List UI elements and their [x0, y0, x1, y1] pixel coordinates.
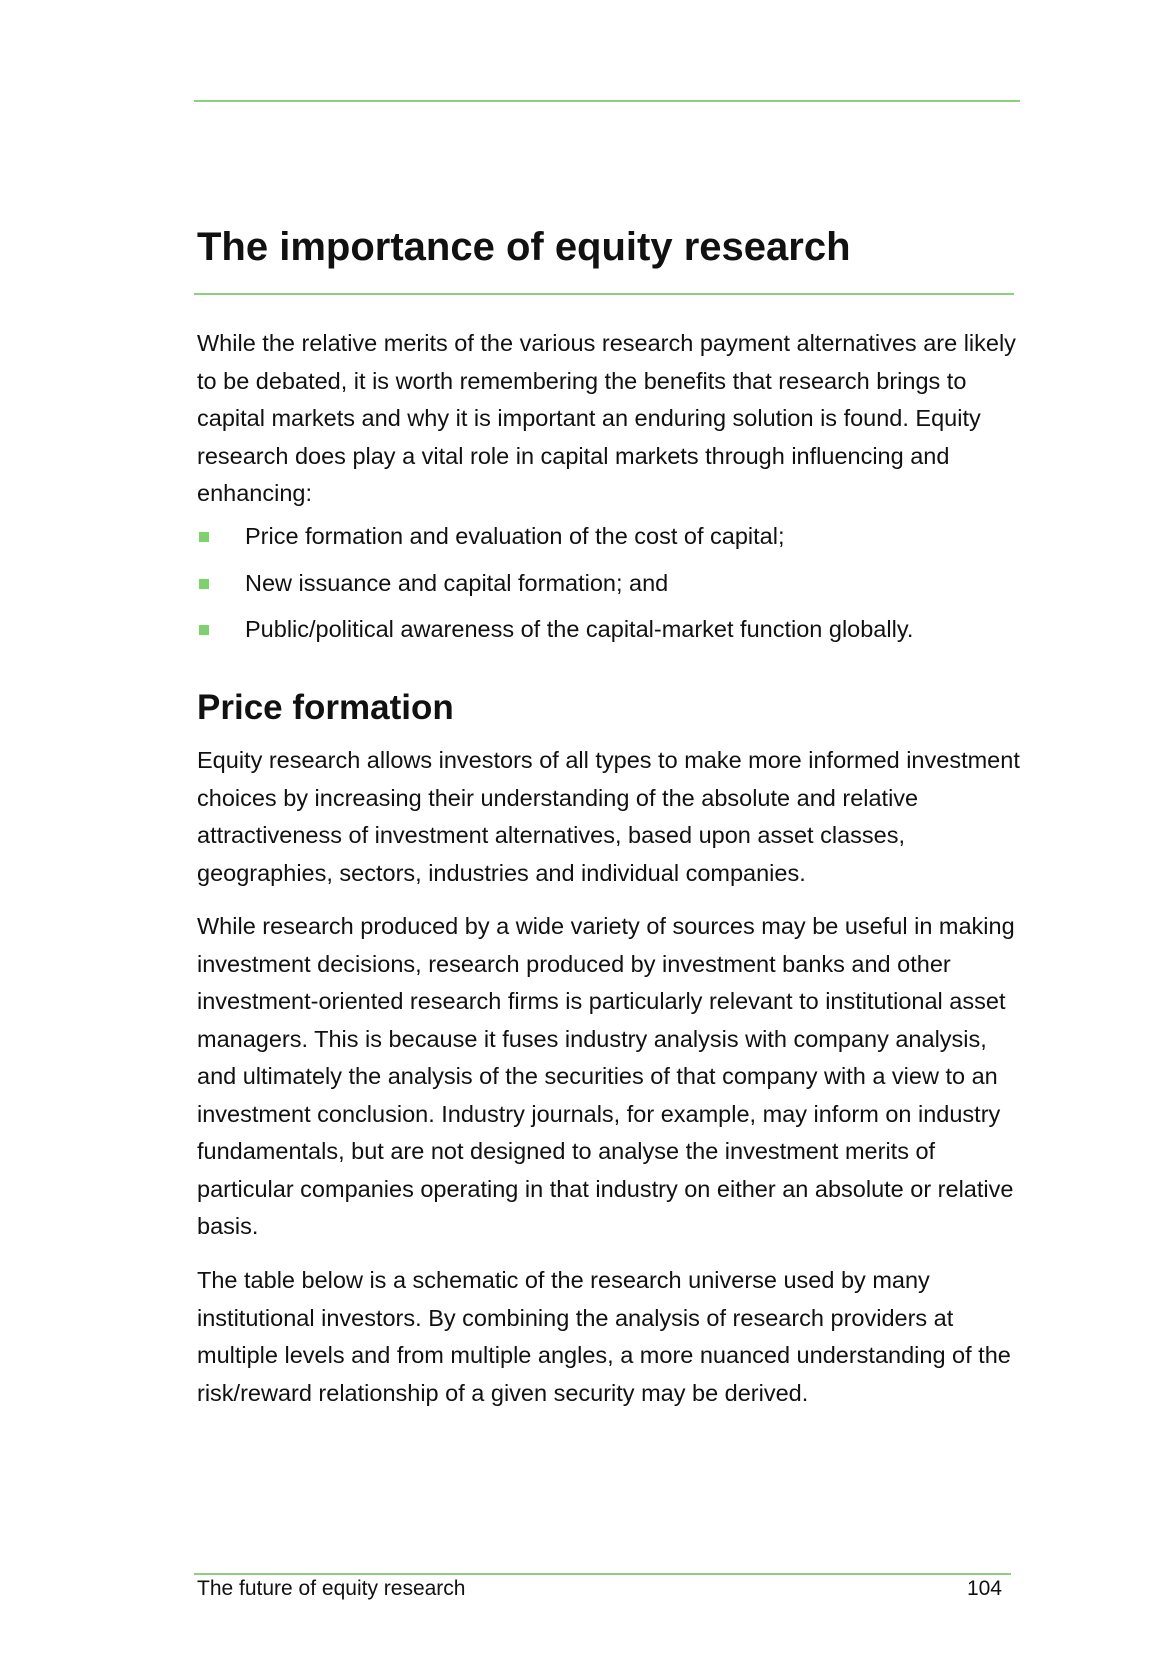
- section-heading: Price formation: [197, 688, 454, 727]
- list-item-text: Public/political awareness of the capital-market function globally.: [245, 616, 914, 642]
- list-item-text: New issuance and capital formation; and: [245, 569, 669, 596]
- header-rule: [194, 100, 1020, 102]
- square-bullet-icon: [199, 625, 209, 635]
- intro-paragraph: While the relative merits of the various research payment alternatives are likely to be debated, it is worth remembering the benefits that research brings to capital markets and why it is important an enduring solution is found. Equity research does play a vital role in capital markets through influencing and enhancing:: [197, 330, 1016, 506]
- square-bullet-icon: [199, 532, 209, 542]
- page-title: The importance of equity research: [197, 225, 851, 269]
- list-item: [197, 611, 1022, 649]
- page-number: 104: [966, 1577, 1002, 1600]
- benefits-list: [197, 518, 1022, 658]
- square-bullet-icon: [199, 579, 209, 589]
- footer-publication-title: The future of equity research: [197, 1577, 466, 1600]
- list-item: [197, 518, 1022, 556]
- section-paragraph-1: Equity research allows investors of all types to make more informed investment choices by increasing their understanding of the absolute and relative attractiveness of investment alternatives, based upon asset classes, geographies, sectors, industries and individual companies.: [197, 747, 1020, 886]
- list-item: [197, 565, 1022, 603]
- section-paragraph-2: While research produced by a wide variety of sources may be useful in making investment decisions, research produced by investment banks and other investment-oriented research firms is particularly relevant to institutional asset managers. This is because it fuses industry analysis with company analysis, and ultimately the analysis of the securities of that company with a view to an investment conclusion. Industry journals, for example, may inform on industry fundamentals, but are not designed to analyse the investment merits of particular companies operating in that industry on either an absolute or relative basis.: [197, 913, 1015, 1239]
- list-item-text: Price formation and evaluation of the cost of capital;: [245, 523, 785, 549]
- title-underline: [194, 293, 1014, 295]
- section-paragraph-3: The table below is a schematic of the research universe used by many institutional investors. By combining the analysis of research providers at multiple levels and from multiple angles, a more nuanced understanding of the risk/reward relationship of a given security may be derived.: [197, 1267, 1011, 1406]
